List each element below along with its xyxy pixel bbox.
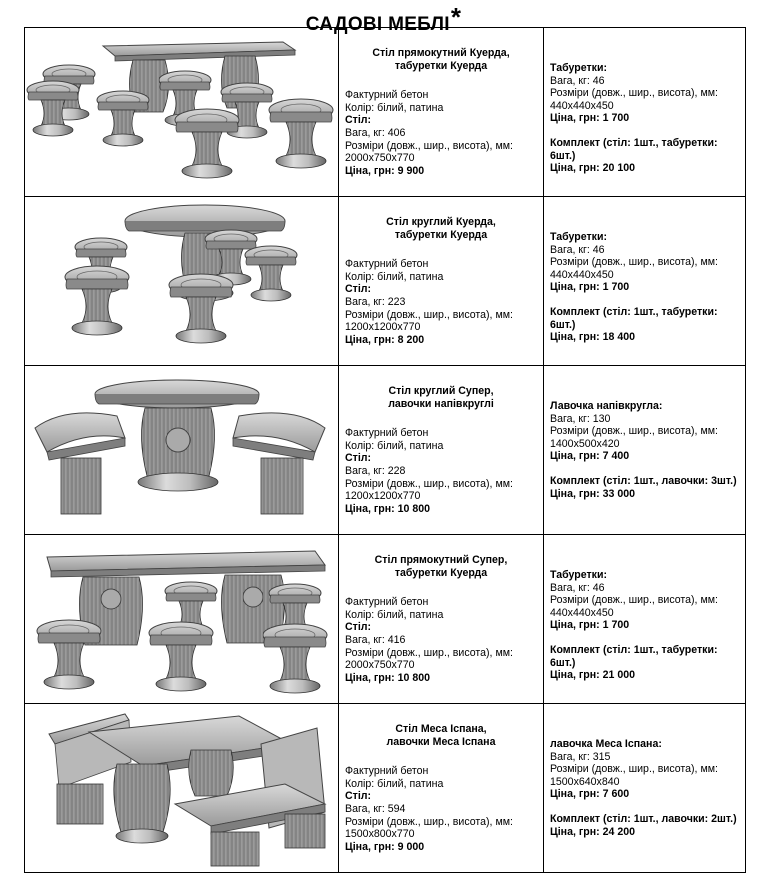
catalog-row xyxy=(25,535,746,704)
table-size: 1200х1200х770 xyxy=(345,321,421,334)
item-weight: Вага, кг: 46 xyxy=(550,581,605,594)
item-size-label: Розміри (довж., шир., висота), мм: xyxy=(550,594,718,607)
set-price: Ціна, грн: 33 000 xyxy=(550,487,636,500)
set-info-cell xyxy=(544,535,746,704)
table-weight: Вага, кг: 416 xyxy=(345,633,406,646)
item-heading: Табуретки: xyxy=(550,62,608,74)
table-weight: Вага, кг: 406 xyxy=(345,126,406,139)
item-size-label: Розміри (довж., шир., висота), мм: xyxy=(550,425,718,438)
product-name: Стіл круглий Супер, лавочки напівкруглі xyxy=(388,385,494,410)
product-name: Стіл круглий Куерда, табуретки Куерда xyxy=(386,216,496,241)
table-heading: Стіл: xyxy=(345,283,372,296)
set-info-cell xyxy=(544,366,746,535)
table-heading: Стіл: xyxy=(345,621,372,634)
table-price: Ціна, грн: 10 800 xyxy=(345,502,431,515)
table-price: Ціна, грн: 9 900 xyxy=(345,164,425,177)
title-asterisk: * xyxy=(450,2,462,32)
item-heading: Табуретки: xyxy=(550,569,608,581)
table-price: Ціна, грн: 9 000 xyxy=(345,840,425,853)
table-weight: Вага, кг: 223 xyxy=(345,295,406,308)
table-heading: Стіл: xyxy=(345,790,372,803)
table-size-label: Розміри (довж., шир., висота), мм: xyxy=(345,139,513,152)
set-info-cell xyxy=(544,28,746,197)
catalog-row xyxy=(25,366,746,535)
item-price: Ціна, грн: 1 700 xyxy=(550,112,630,125)
material: Фактурний бетон xyxy=(345,89,429,102)
catalog-row xyxy=(25,197,746,366)
item-weight: Вага, кг: 130 xyxy=(550,412,611,425)
color: Колір: білий, патина xyxy=(345,439,444,452)
product-description-cell xyxy=(339,704,544,873)
product-description-cell xyxy=(339,28,544,197)
item-weight: Вага, кг: 315 xyxy=(550,750,611,763)
set-composition: Комплект (стіл: 1шт., табуретки: 6шт.) xyxy=(550,305,718,331)
material: Фактурний бетон xyxy=(345,765,429,778)
table-size: 1200х1200х770 xyxy=(345,490,421,503)
item-price: Ціна, грн: 7 400 xyxy=(550,450,630,463)
item-size-label: Розміри (довж., шир., висота), мм: xyxy=(550,87,718,100)
round-table-benches-image xyxy=(25,366,338,534)
item-price: Ціна, грн: 1 700 xyxy=(550,619,630,632)
item-price: Ціна, грн: 7 600 xyxy=(550,788,630,801)
product-image-cell xyxy=(25,704,339,873)
color: Колір: білий, патина xyxy=(345,270,444,283)
table-heading: Стіл: xyxy=(345,452,372,465)
set-info-cell xyxy=(544,197,746,366)
product-description-cell xyxy=(339,197,544,366)
item-price: Ціна, грн: 1 700 xyxy=(550,281,630,294)
set-price: Ціна, грн: 21 000 xyxy=(550,669,636,682)
color: Колір: білий, патина xyxy=(345,777,444,790)
table-heading: Стіл: xyxy=(345,114,372,127)
item-weight: Вага, кг: 46 xyxy=(550,74,605,87)
item-heading: Лавочка напівкругла: xyxy=(550,400,663,412)
rectangular-super-table-stools-image xyxy=(25,535,338,703)
set-price: Ціна, грн: 24 200 xyxy=(550,825,636,838)
product-name: Стіл прямокутний Супер, табуретки Куерда xyxy=(374,554,508,579)
table-size-label: Розміри (довж., шир., висота), мм: xyxy=(345,308,513,321)
product-name: Стіл прямокутний Куерда, табуретки Куерда xyxy=(372,47,510,72)
item-size: 1500х640х840 xyxy=(550,775,620,788)
product-image-cell xyxy=(25,535,339,704)
table-price: Ціна, грн: 10 800 xyxy=(345,671,431,684)
product-image-cell xyxy=(25,28,339,197)
material: Фактурний бетон xyxy=(345,427,429,440)
page-title: САДОВІ МЕБЛІ* xyxy=(305,2,462,35)
table-size: 1500х800х770 xyxy=(345,828,415,841)
catalog-table xyxy=(24,27,746,873)
item-weight: Вага, кг: 46 xyxy=(550,243,605,256)
set-info-cell xyxy=(544,704,746,873)
item-size: 440х440х450 xyxy=(550,606,614,619)
material: Фактурний бетон xyxy=(345,258,429,271)
table-price: Ціна, грн: 8 200 xyxy=(345,333,425,346)
table-size-label: Розміри (довж., шир., висота), мм: xyxy=(345,477,513,490)
product-name: Стіл Меса Іспана, лавочки Меса Іспана xyxy=(386,723,496,748)
table-size-label: Розміри (довж., шир., висота), мм: xyxy=(345,815,513,828)
rectangular-table-stools-image xyxy=(25,28,338,196)
table-size: 2000х750х770 xyxy=(345,659,415,672)
color: Колір: білий, патина xyxy=(345,101,444,114)
catalog-row xyxy=(25,704,746,873)
item-size: 1400х500х420 xyxy=(550,437,620,450)
item-heading: Табуретки: xyxy=(550,231,608,243)
product-image-cell xyxy=(25,366,339,535)
item-size: 440х440х450 xyxy=(550,99,614,112)
table-weight: Вага, кг: 228 xyxy=(345,464,406,477)
set-composition: Комплект (стіл: 1шт., табуретки: 6шт.) xyxy=(550,136,718,162)
material: Фактурний бетон xyxy=(345,596,429,609)
item-heading: лавочка Меса Іспана: xyxy=(550,738,662,750)
catalog-row xyxy=(25,28,746,197)
set-price: Ціна, грн: 20 100 xyxy=(550,162,636,175)
item-size-label: Розміри (довж., шир., висота), мм: xyxy=(550,256,718,269)
table-size: 2000х750х770 xyxy=(345,152,415,165)
round-table-stools-image xyxy=(25,197,338,365)
color: Колір: білий, патина xyxy=(345,608,444,621)
product-image-cell xyxy=(25,197,339,366)
item-size: 440х440х450 xyxy=(550,268,614,281)
set-composition: Комплект (стіл: 1шт., табуретки: 6шт.) xyxy=(550,643,718,669)
table-weight: Вага, кг: 594 xyxy=(345,802,406,815)
product-description-cell xyxy=(339,535,544,704)
table-size-label: Розміри (довж., шир., висота), мм: xyxy=(345,646,513,659)
set-composition: Комплект (стіл: 1шт., лавочки: 2шт.) xyxy=(550,812,737,825)
product-description-cell xyxy=(339,366,544,535)
set-composition: Комплект (стіл: 1шт., лавочки: 3шт.) xyxy=(550,474,737,487)
item-size-label: Розміри (довж., шир., висота), мм: xyxy=(550,763,718,776)
mesa-espana-table-benches-image xyxy=(25,704,338,872)
set-price: Ціна, грн: 18 400 xyxy=(550,331,636,344)
